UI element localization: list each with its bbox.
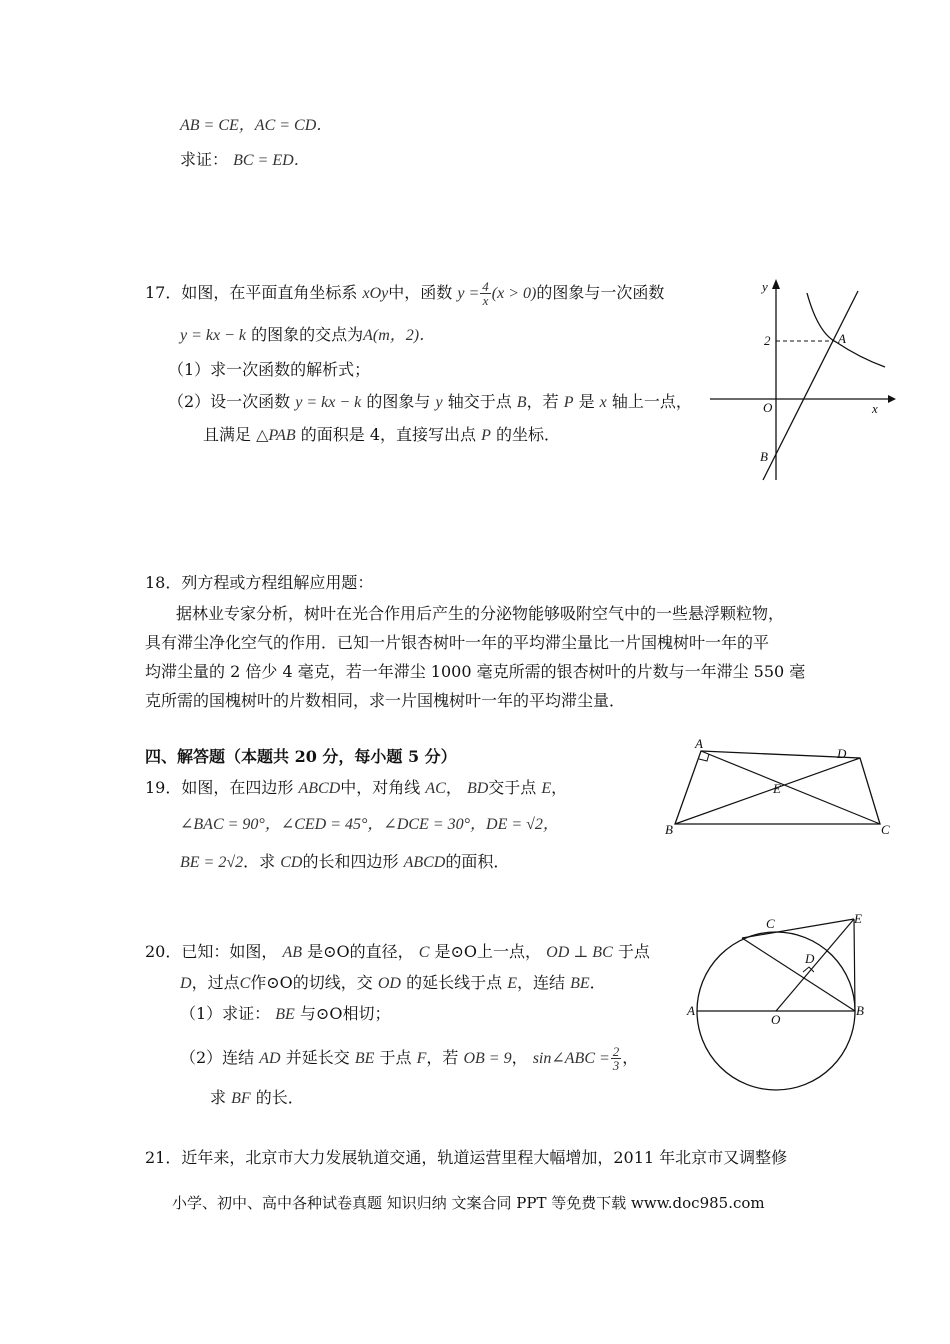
- diagonal-bd: [675, 758, 860, 824]
- fraction-denominator: x: [482, 293, 489, 308]
- point-a-label: A: [687, 1003, 695, 1018]
- q16-prove-expr: BC = ED．: [233, 152, 310, 169]
- q17-text: 的图象与一次函数: [536, 283, 665, 302]
- linear-function-line: [763, 291, 858, 480]
- point-c-label: C: [766, 916, 775, 931]
- q18-line3: 均滞尘量的 2 倍少 4 毫克，若一年滞尘 1000 毫克所需的银杏树叶的片数与一年滞尘 550 毫: [145, 662, 806, 681]
- q20-math: sin∠ABC =: [532, 1050, 610, 1067]
- q20-math: OD ⊥ BC: [546, 944, 613, 961]
- origin-label: O: [763, 400, 773, 415]
- q20-math: C: [418, 944, 430, 961]
- q20-text: 与⊙O相切；: [299, 1004, 391, 1023]
- q19-text: 交于点: [488, 778, 537, 797]
- q19-math: ABCD: [298, 780, 341, 797]
- q17-math: P: [563, 394, 574, 411]
- q19-line3: [180, 852, 509, 873]
- q17-math: x: [599, 394, 607, 411]
- q20-text: ，过点: [191, 973, 240, 992]
- q20-text: 的长．: [255, 1088, 304, 1107]
- q20-math: F: [416, 1050, 427, 1067]
- q20-text: ，连结: [516, 973, 565, 992]
- point-c-label: C: [881, 822, 890, 837]
- q19-figure: [655, 738, 895, 838]
- q20-text: （1）求证：: [180, 1004, 271, 1023]
- q17-math: △PAB: [256, 427, 296, 444]
- diagonal-ac: [701, 751, 880, 824]
- q20-text: 于点: [379, 1048, 412, 1067]
- q19-text: ，: [551, 778, 568, 797]
- point-d-label: D: [837, 746, 847, 761]
- q17-math: A(m，2)．: [363, 327, 436, 344]
- q20-part2-cont: [210, 1088, 304, 1109]
- q20-text: 求: [210, 1088, 227, 1107]
- q19-math: BD: [466, 780, 489, 797]
- tick-label-2: 2: [764, 333, 771, 348]
- q20-text: 是⊙O上一点，: [434, 942, 542, 961]
- point-o-label: O: [771, 1012, 781, 1027]
- q21-number: 21．: [145, 1148, 182, 1167]
- y-axis-label: y: [762, 279, 768, 294]
- point-b-label: B: [856, 1003, 864, 1018]
- q17-figure: [700, 275, 900, 490]
- q19-number: 19．: [145, 778, 182, 797]
- point-a-label: A: [838, 331, 846, 346]
- q18-number: 18．: [145, 573, 182, 592]
- q20-text: 并延长交: [285, 1048, 350, 1067]
- point-e-label: E: [854, 911, 862, 926]
- q16-condition: AB = CE，AC = CD．: [180, 117, 333, 134]
- fraction-numerator: 2: [612, 1044, 620, 1059]
- q17-text: 的坐标．: [496, 425, 561, 444]
- q17-text: 的面积是 4，直接写出点: [300, 425, 477, 444]
- q20-part2: [180, 1045, 638, 1072]
- q17-math: y = kx − k: [180, 327, 246, 344]
- q17-text: 的图象的交点为: [251, 325, 364, 344]
- q17-text: ，若: [526, 392, 559, 411]
- q20-math: AB: [282, 944, 303, 961]
- q20-fraction: [611, 1045, 622, 1072]
- q18-line2: 具有滞尘净化空气的作用．已知一片银杏树叶一年的平均滞尘量比一片国槐树叶一年的平: [145, 633, 770, 652]
- q19-text: 如图，在四边形: [181, 778, 294, 797]
- q20-part1: [180, 1004, 390, 1025]
- q20-text: ，: [511, 1048, 528, 1067]
- q19-math: CD: [280, 854, 303, 871]
- q17-fraction: [480, 280, 491, 307]
- q20-math: OB = 9: [463, 1050, 512, 1067]
- q17-part2-cont: [203, 425, 560, 446]
- x-axis-label: x: [872, 401, 878, 416]
- q20-text: ，若: [426, 1048, 459, 1067]
- q19-math: E: [541, 780, 552, 797]
- q18-line1: 据林业专家分析，树叶在光合作用后产生的分泌物能够吸附空气中的一些悬浮颗粒物，: [176, 604, 785, 623]
- q19-text: ，: [445, 778, 462, 797]
- q20-line2: [180, 973, 606, 994]
- q20-text: 已知：如图，: [181, 942, 278, 961]
- q19-math: ABCD: [403, 854, 446, 871]
- q17-part1: （1）求一次函数的解析式；: [168, 360, 371, 379]
- q17-text: （2）设一次函数: [168, 392, 291, 411]
- q17-math: y = kx − k: [295, 394, 362, 411]
- q17-part2: [168, 392, 692, 413]
- y-axis-arrow-icon: [772, 279, 780, 289]
- q17-text: 如图，在平面直角坐标系: [181, 283, 358, 302]
- q18-line4: 克所需的国槐树叶的片数相同，求一片国槐树叶一年的平均滞尘量．: [145, 691, 626, 710]
- q20-math: E: [507, 975, 517, 992]
- q20-figure: [680, 905, 880, 1095]
- q16-prove: [180, 150, 310, 171]
- q20-number: 20．: [145, 942, 182, 961]
- q19-text: ．求: [243, 852, 276, 871]
- q18-text: 列方程或方程组解应用题：: [181, 573, 374, 592]
- q17-number: 17．: [145, 283, 182, 302]
- q17-math: (x > 0): [491, 285, 537, 302]
- q20-text: 于点: [617, 942, 650, 961]
- q19-line1: [145, 778, 567, 799]
- q20-math: C: [239, 975, 251, 992]
- q20-text: 作⊙O的切线，交: [250, 973, 373, 992]
- q17-text: 轴交于点: [447, 392, 512, 411]
- point-e-label: E: [773, 781, 781, 796]
- q17-line1: [145, 280, 664, 307]
- point-b-label: B: [760, 449, 768, 464]
- q17-text: 轴上一点，: [611, 392, 692, 411]
- q17-math: P: [481, 427, 491, 444]
- q20-text: ，: [622, 1048, 639, 1067]
- fraction-numerator: 4: [482, 279, 489, 294]
- q21-line1: [145, 1148, 787, 1168]
- q20-math: BE: [275, 1006, 295, 1023]
- right-angle-mark: [699, 754, 709, 761]
- q16-prove-label: 求证：: [180, 150, 229, 169]
- q17-math: y: [435, 394, 443, 411]
- point-d-label: D: [805, 951, 815, 966]
- q17-math: B: [516, 394, 527, 411]
- x-axis-arrow-icon: [888, 395, 896, 403]
- hyperbola-curve: [807, 293, 885, 367]
- section-heading: 四、解答题（本题共 20 分，每小题 5 分）: [145, 747, 457, 766]
- q20-math: BE: [570, 975, 590, 992]
- q20-text: 是⊙O的直径，: [307, 942, 414, 961]
- q19-text: 中，对角线: [340, 778, 421, 797]
- q17-math: xOy: [362, 285, 389, 302]
- q19-text: 的面积．: [445, 852, 510, 871]
- q17-line2: [180, 325, 435, 346]
- page-footer: 小学、初中、高中各种试卷真题 知识归纳 文案合同 PPT 等免费下载 www.doc985.com: [172, 1194, 765, 1212]
- q20-text: ．: [589, 973, 606, 992]
- q20-math: OD: [377, 975, 401, 992]
- q19-math: AC: [425, 780, 446, 797]
- q20-math: D: [180, 975, 192, 992]
- q17-text: 中，函数: [388, 283, 453, 302]
- point-a-label: A: [695, 736, 703, 751]
- q20-math: AD: [259, 1050, 281, 1067]
- fraction-denominator: 3: [612, 1058, 620, 1073]
- q20-text: 的延长线于点: [406, 973, 503, 992]
- point-b-label: B: [665, 822, 673, 837]
- q20-text: （2）连结: [180, 1048, 255, 1067]
- q19-text: 的长和四边形: [302, 852, 399, 871]
- q17-math: y =: [457, 285, 480, 302]
- q18-title: [145, 573, 373, 593]
- q17-text: 的图象与: [366, 392, 431, 411]
- q17-text: 且满足: [203, 425, 252, 444]
- chord-bc: [742, 938, 855, 1011]
- q20-math: BE: [354, 1050, 375, 1067]
- q19-math: BE = 2√2: [180, 854, 244, 871]
- q20-line1: [145, 942, 650, 963]
- q17-text: 是: [578, 392, 595, 411]
- q21-text: 近年来，北京市大力发展轨道交通，轨道运营里程大幅增加，2011 年北京市又调整修: [181, 1148, 788, 1167]
- q20-math: BF: [231, 1090, 251, 1107]
- q19-line2: ∠BAC = 90°，∠CED = 45°，∠DCE = 30°，DE = √2，: [180, 816, 559, 833]
